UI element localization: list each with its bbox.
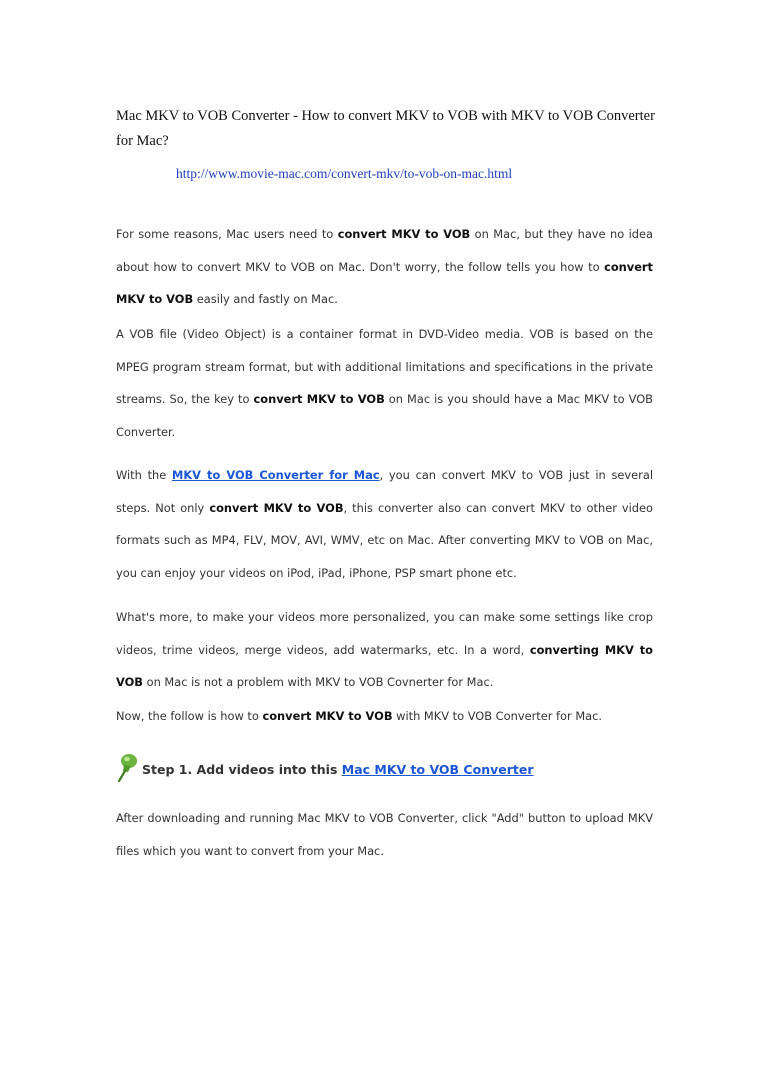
text-run: on Mac is not a problem with MKV to VOB Covnerter for Mac. — [142, 675, 494, 689]
bold-keyword: convert MKV to VOB — [337, 227, 471, 241]
text-run: After downloading and running Mac MKV to VOB Converter, click "Add" button to upload MKV files which you want to convert from your Mac. — [116, 811, 653, 858]
bold-keyword: convert MKV to VOB — [253, 392, 385, 406]
howto-intro-paragraph — [116, 700, 653, 733]
document-title: Mac MKV to VOB Converter - How to convert MKV to VOB with MKV to VOB Converter for Mac? — [116, 108, 655, 149]
settings-paragraph — [116, 601, 653, 699]
text-run: on Mac is you should have a Mac MKV to VOB Converter. — [116, 392, 654, 439]
text-run: , this converter also can convert MKV to other video formats such as MP4, FLV, MOV, AVI, WMV, etc on Mac. After converting MKV to VOB on Mac, you can enjoy your videos on iPod, iPad, iPhone, PSP smart phone etc. — [116, 500, 654, 580]
bold-keyword: converting MKV to VOB — [116, 642, 654, 689]
converter-link[interactable]: MKV to VOB Converter for Mac — [172, 468, 380, 482]
text-run: A VOB file (Video Object) is a container format in DVD-Video media. VOB is based on the MPEG program stream format, but with additional limitations and specifications in the private streams. So, the key to — [116, 327, 653, 406]
step-1-heading — [116, 752, 534, 784]
step-1-converter-link[interactable]: Mac MKV to VOB Converter — [341, 761, 534, 777]
bold-keyword: convert MKV to VOB — [116, 259, 653, 306]
step-1-text: Step 1. Add videos into this — [142, 761, 342, 777]
text-run: easily and fastly on Mac. — [193, 292, 338, 306]
step-1-label — [142, 760, 534, 777]
pushpin-icon — [116, 753, 138, 783]
text-run: , you can convert MKV to VOB just in several steps. Not only — [116, 468, 653, 515]
text-run: Now, the follow is how to — [116, 709, 263, 723]
text-run: With the — [116, 468, 172, 482]
intro-paragraph — [116, 218, 653, 316]
text-run: on Mac, but they have no idea about how to convert MKV to VOB on Mac. Don't worry, the follow tells you how to — [116, 227, 654, 274]
bold-keyword: convert MKV to VOB — [262, 709, 393, 723]
bold-keyword: convert MKV to VOB — [209, 500, 344, 515]
step-1-paragraph — [116, 802, 653, 867]
converter-paragraph — [116, 459, 653, 589]
text-run: What's more, to make your videos more personalized, you can make some settings like crop videos, trime videos, merge videos, add watermarks, etc. In a word, — [116, 610, 653, 657]
source-url: http://www.movie-mac.com/convert-mkv/to-vob-on-mac.html — [176, 166, 513, 181]
vob-description-paragraph — [116, 318, 653, 448]
text-run: For some reasons, Mac users need to — [116, 227, 338, 241]
text-run: with MKV to VOB Converter for Mac. — [392, 709, 603, 723]
